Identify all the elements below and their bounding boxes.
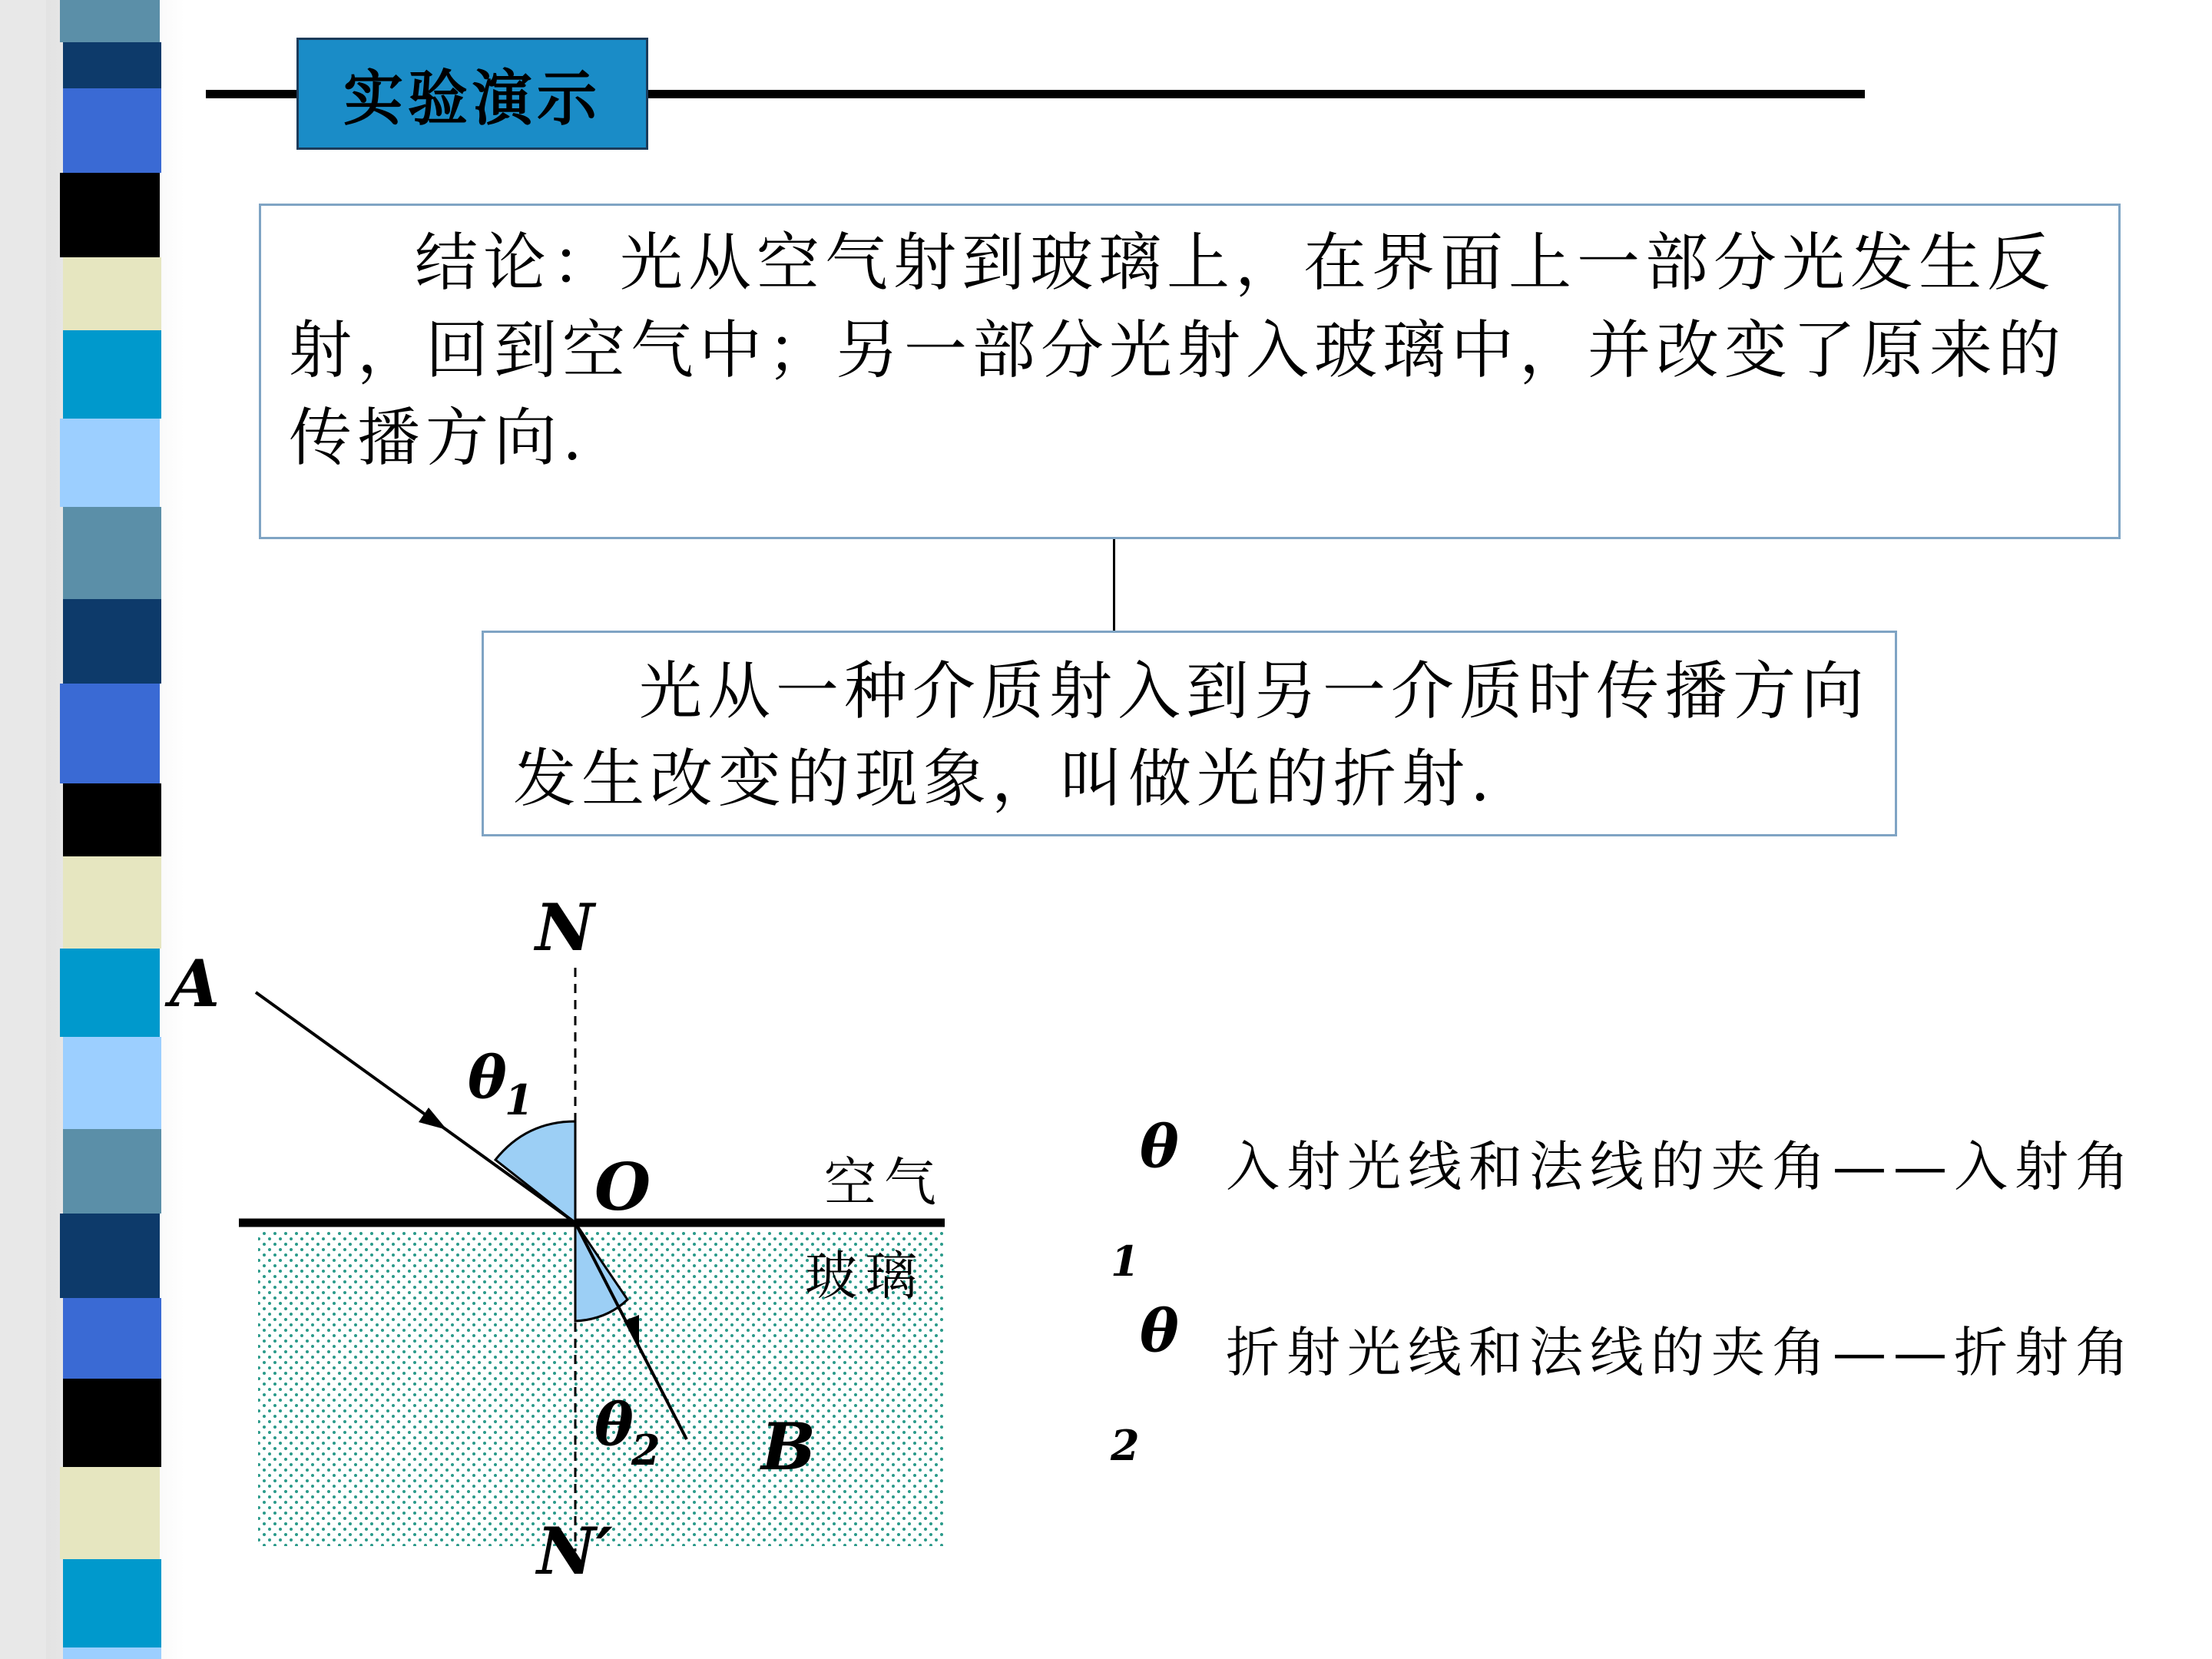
stripe-block bbox=[63, 88, 161, 173]
stripe-block bbox=[63, 1298, 161, 1379]
def2-subscript: 2 bbox=[1111, 1421, 1140, 1470]
theta1-subscript: 1 bbox=[505, 1075, 534, 1124]
stripe-block bbox=[60, 684, 160, 783]
theta2-label: θ bbox=[594, 1390, 634, 1459]
stripe-block bbox=[60, 1214, 160, 1298]
label-n: N bbox=[535, 889, 594, 965]
theta1-label: θ bbox=[468, 1043, 507, 1111]
stripe-block bbox=[63, 257, 161, 330]
def1-text: 入射光线和法线的夹角——入射角 bbox=[1226, 1135, 2136, 1198]
glass-label: 玻璃 bbox=[805, 1247, 926, 1307]
definition-box: 光从一种介质射入到另一介质时传播方向发生改变的现象，叫做光的折射. bbox=[482, 631, 1897, 836]
connector-line bbox=[1113, 539, 1115, 631]
stripe-block bbox=[63, 42, 161, 88]
stripe-block bbox=[63, 1647, 161, 1659]
label-a: A bbox=[170, 945, 220, 1022]
label-n-prime: N′ bbox=[537, 1513, 613, 1589]
stripe-block bbox=[63, 599, 161, 684]
def2-symbol: θ bbox=[1140, 1296, 1179, 1365]
stripe-block bbox=[63, 1379, 161, 1467]
stripe-block bbox=[63, 507, 161, 599]
def1-subscript: 1 bbox=[1111, 1237, 1140, 1286]
def1-symbol: θ bbox=[1140, 1112, 1179, 1181]
incident-arrow-icon bbox=[419, 1108, 447, 1130]
stripe-block bbox=[60, 0, 160, 42]
label-o: O bbox=[594, 1149, 651, 1225]
stripe-block bbox=[60, 173, 160, 257]
conclusion-box: 结论：光从空气射到玻璃上，在界面上一部分光发生反射，回到空气中；另一部分光射入玻璃中，并改变了原来的传播方向. bbox=[259, 204, 2121, 539]
stripe-block bbox=[60, 949, 160, 1037]
def2-text: 折射光线和法线的夹角——折射角 bbox=[1226, 1321, 2136, 1384]
theta2-subscript: 2 bbox=[631, 1426, 661, 1475]
label-b: B bbox=[761, 1409, 816, 1485]
stripe-block bbox=[63, 856, 161, 949]
stripe-block bbox=[63, 330, 161, 419]
stripe-block bbox=[63, 1559, 161, 1647]
stripe-block bbox=[63, 1037, 161, 1129]
stripe-block bbox=[60, 1467, 160, 1559]
page-title: 实验演示 bbox=[296, 38, 648, 150]
stripe-block bbox=[63, 1129, 161, 1214]
air-label: 空气 bbox=[824, 1153, 945, 1214]
stripe-block bbox=[60, 419, 160, 507]
stripe-block bbox=[63, 783, 161, 856]
